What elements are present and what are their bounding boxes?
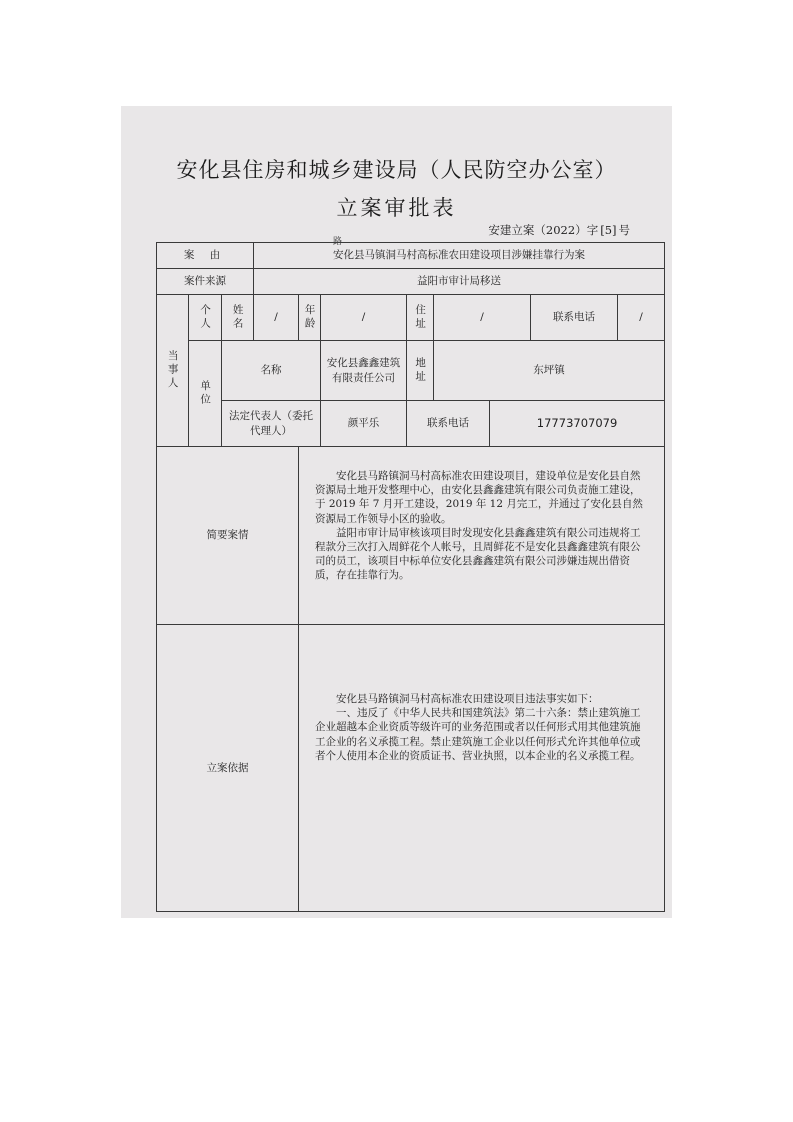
- document-number-prefix: 安建立案（2022）字: [488, 223, 599, 237]
- case-cause-value: 安化县马镇洞马村高标准农田建设项目涉嫌挂靠行为案: [254, 243, 665, 269]
- legal-rep-value: 颜平乐: [321, 401, 407, 447]
- approval-form-table: [156, 242, 665, 912]
- unit-label: 单位: [189, 341, 222, 447]
- document-title: 安化县住房和城乡建设局（人民防空办公室）: [176, 158, 617, 182]
- unit-name-value: 安化县鑫鑫建筑有限责任公司: [321, 341, 407, 401]
- age-value: /: [321, 295, 407, 341]
- document-photo: [121, 106, 672, 918]
- basis-label: 立案依据: [157, 625, 299, 912]
- address-label: 住址: [407, 295, 434, 341]
- unit-address-value: 东坪镇: [434, 341, 665, 401]
- name-label: 姓名: [222, 295, 254, 341]
- summary-paragraph-2: 益阳市审计局审核该项目时发现安化县鑫鑫建筑有限公司违规将工程款分三次打入周鲜花个人帐号，且周鲜花不是安化县鑫鑫建筑有限公司的员工，该项目中标单位安化县鑫鑫建筑有限公司涉嫌违规出借资质，存在挂靠行为。: [315, 526, 641, 582]
- case-source-label: 案件来源: [157, 269, 254, 295]
- case-cause-label: 案 由: [157, 243, 254, 269]
- address-value: /: [434, 295, 531, 341]
- legal-rep-label: 法定代表人（委托代理人）: [222, 401, 321, 447]
- basis-paragraph-1: 安化县马路镇洞马村高标准农田建设项目违法事实如下：: [336, 693, 599, 705]
- individual-label: 个人: [189, 295, 222, 341]
- unit-name-label: 名称: [222, 341, 321, 401]
- phone-value: /: [618, 295, 665, 341]
- age-label: 年龄: [299, 295, 321, 341]
- summary-paragraph-1: 安化县马路镇洞马村高标准农田建设项目，建设单位是安化县自然资源局土地开发整理中心，由安化县鑫鑫建筑有限公司负责施工建设，于 2019 年 7 月开工建设，2019 年 12 月完工，并通过了安化县自然资源局工作领导小区的验收。: [315, 470, 643, 525]
- handwritten-mark: 路: [333, 237, 343, 247]
- document-number-suffix: 号: [618, 223, 630, 237]
- name-value: /: [254, 295, 299, 341]
- contact-phone-value: 17773707079: [490, 401, 665, 447]
- party-label: 当事人: [157, 295, 189, 447]
- phone-label: 联系电话: [531, 295, 618, 341]
- document-number: [488, 222, 630, 238]
- summary-content: [299, 447, 665, 625]
- document-subtitle: 立案审批表: [336, 196, 457, 220]
- document-number-value: [5]: [600, 223, 617, 237]
- basis-paragraph-2: 一、违反了《中华人民共和国建筑法》第二十六条：禁止建筑施工企业超越本企业资质等级许可的业务范围或者以任何形式用其他建筑施工企业的名义承揽工程。禁止建筑施工企业以任何形式允许其他单位或者个人使用本企业的资质证书、营业执照，以本企业的名义承揽工程。: [315, 707, 641, 762]
- contact-phone-label: 联系电话: [407, 401, 490, 447]
- unit-address-label: 地址: [407, 341, 434, 401]
- basis-content: [299, 625, 665, 912]
- summary-label: 简要案情: [157, 447, 299, 625]
- case-source-value: 益阳市审计局移送: [254, 269, 665, 295]
